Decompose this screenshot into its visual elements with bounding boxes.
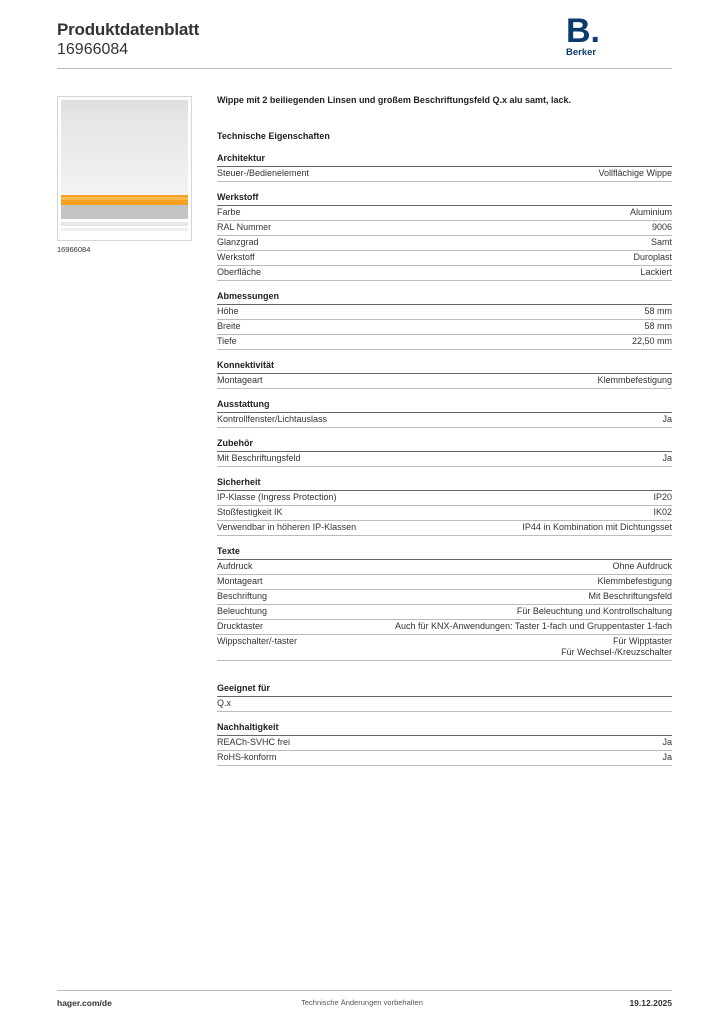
property-value-line: Für Beleuchtung und Kontrollschaltung xyxy=(516,606,672,616)
property-value-line-2: Für Wechsel-/Kreuzschalter xyxy=(561,647,672,657)
property-value xyxy=(517,606,672,617)
footer-website[interactable]: hager.com/de xyxy=(57,998,112,1008)
property-value-line: Für Wipptaster xyxy=(612,636,672,646)
property-label: Aufdruck xyxy=(217,561,253,571)
property-value xyxy=(653,507,672,518)
property-row xyxy=(217,605,672,620)
property-label: Höhe xyxy=(217,306,239,316)
property-label: Kontrollfenster/Lichtauslass xyxy=(217,414,328,424)
section-5 xyxy=(217,438,672,467)
property-value xyxy=(561,636,672,658)
property-value xyxy=(630,207,672,218)
berker-logo xyxy=(566,12,606,58)
property-value xyxy=(597,576,672,587)
property-value-line: IP20 xyxy=(653,492,672,502)
product-description: Wippe mit 2 beiliegenden Linsen und großem Beschriftungsfeld Q.x alu samt, lack. xyxy=(217,95,571,105)
rocker-switch-illustration xyxy=(58,97,191,240)
image-caption: 16966084 xyxy=(57,245,91,254)
property-label: Wippschalter/-taster xyxy=(217,636,298,646)
product-details xyxy=(217,95,672,766)
section-1 xyxy=(217,192,672,281)
property-value xyxy=(588,591,672,602)
property-label: Beleuchtung xyxy=(217,606,268,616)
property-row xyxy=(217,413,672,428)
property-value xyxy=(662,737,672,748)
property-value xyxy=(632,336,672,347)
property-value xyxy=(644,306,672,317)
property-label: Stoßfestigkeit IK xyxy=(217,507,283,517)
property-row xyxy=(217,620,672,635)
property-value-line: Ohne Aufdruck xyxy=(612,561,672,571)
property-label: Drucktaster xyxy=(217,621,264,631)
property-value-line: Ja xyxy=(662,453,672,463)
section-title: Geeignet für xyxy=(217,683,672,697)
property-row xyxy=(217,305,672,320)
property-label: Beschriftung xyxy=(217,591,268,601)
property-value xyxy=(598,168,672,179)
property-row xyxy=(217,266,672,281)
logo-brand: Berker xyxy=(566,47,597,58)
property-value-line: Klemmbefestigung xyxy=(597,375,672,385)
section-title: Ausstattung xyxy=(217,399,672,413)
section-title: Texte xyxy=(217,546,672,560)
footer-date: 19.12.2025 xyxy=(629,998,672,1008)
property-value-line: Ja xyxy=(662,752,672,762)
property-row xyxy=(217,736,672,751)
property-label: Montageart xyxy=(217,375,263,385)
property-value xyxy=(644,321,672,332)
property-label: IP-Klasse (Ingress Protection) xyxy=(217,492,337,502)
property-label: RoHS-konform xyxy=(217,752,277,762)
property-value-line: 58 mm xyxy=(644,321,672,331)
property-label: Mit Beschriftungsfeld xyxy=(217,453,301,463)
section-title: Sicherheit xyxy=(217,477,672,491)
property-value-line: Klemmbefestigung xyxy=(597,576,672,586)
footer-disclaimer: Technische Änderungen vorbehalten xyxy=(301,998,423,1007)
section-6 xyxy=(217,477,672,536)
property-label: Verwendbar in höheren IP-Klassen xyxy=(217,522,357,532)
section-7 xyxy=(217,546,672,661)
property-row xyxy=(217,236,672,251)
property-value xyxy=(597,375,672,386)
property-row xyxy=(217,320,672,335)
property-value-line: 58 mm xyxy=(644,306,672,316)
section-0 xyxy=(217,153,672,182)
property-row xyxy=(217,560,672,575)
property-value xyxy=(522,522,672,533)
technical-properties-heading: Technische Eigenschaften xyxy=(217,131,330,141)
section-title: Architektur xyxy=(217,153,672,167)
document-header xyxy=(57,20,199,59)
property-label: Breite xyxy=(217,321,241,331)
property-value xyxy=(633,252,672,263)
property-value-line: Duroplast xyxy=(633,252,672,262)
property-row xyxy=(217,251,672,266)
property-value xyxy=(662,453,672,464)
property-row xyxy=(217,335,672,350)
section-title: Zubehör xyxy=(217,438,672,452)
property-row xyxy=(217,590,672,605)
property-label: Q.x xyxy=(217,698,232,708)
property-value-line: Lackiert xyxy=(640,267,672,277)
property-row xyxy=(217,751,672,766)
header-divider xyxy=(57,68,672,69)
property-value-line: IP44 in Kombination mit Dichtungsset xyxy=(522,522,672,532)
property-row xyxy=(217,167,672,182)
property-value-line: Samt xyxy=(650,237,672,247)
property-row xyxy=(217,521,672,536)
document-title: Produktdatenblatt xyxy=(57,20,200,39)
section-8 xyxy=(217,683,672,712)
property-row xyxy=(217,506,672,521)
property-value-line: Auch für KNX-Anwendungen: Taster 1-fach und Gruppentaster 1-fach xyxy=(395,621,672,631)
property-row xyxy=(217,374,672,389)
property-value xyxy=(652,222,672,233)
property-value-line: Aluminium xyxy=(629,207,672,217)
property-label: Montageart xyxy=(217,576,263,586)
property-value-line: 22,50 mm xyxy=(631,336,672,346)
property-value-line: Ja xyxy=(662,414,672,424)
property-sections xyxy=(217,153,672,766)
section-9 xyxy=(217,722,672,766)
property-value-line: IK02 xyxy=(653,507,672,517)
property-label: Glanzgrad xyxy=(217,237,259,247)
property-label: Oberfläche xyxy=(217,267,262,277)
property-value-line: Mit Beschriftungsfeld xyxy=(588,591,672,601)
section-title: Abmessungen xyxy=(217,291,672,305)
section-title: Nachhaltigkeit xyxy=(217,722,672,736)
property-value-line: 9006 xyxy=(651,222,672,232)
property-row xyxy=(217,491,672,506)
section-title: Konnektivität xyxy=(217,360,672,374)
property-value xyxy=(640,267,672,278)
property-label: RAL Nummer xyxy=(217,222,272,232)
property-row xyxy=(217,206,672,221)
footer-divider xyxy=(57,990,672,991)
property-row xyxy=(217,635,672,661)
property-value xyxy=(651,237,672,248)
property-value-line: Vollflächige Wippe xyxy=(598,168,672,178)
property-value xyxy=(662,752,672,763)
property-row xyxy=(217,221,672,236)
property-value xyxy=(395,621,672,632)
section-4 xyxy=(217,399,672,428)
property-row xyxy=(217,452,672,467)
property-value xyxy=(612,561,672,572)
product-image xyxy=(57,96,192,241)
property-value xyxy=(653,492,672,503)
section-3 xyxy=(217,360,672,389)
property-row xyxy=(217,697,672,712)
property-value-line: Ja xyxy=(662,737,672,747)
property-label: Farbe xyxy=(217,207,241,217)
property-row xyxy=(217,575,672,590)
property-label: Steuer-/Bedienelement xyxy=(217,168,310,178)
property-label: REACh-SVHC frei xyxy=(217,737,291,747)
section-2 xyxy=(217,291,672,350)
property-label: Tiefe xyxy=(217,336,237,346)
logo-mark: B. xyxy=(566,12,600,50)
document-number: 16966084 xyxy=(57,41,129,58)
property-value xyxy=(662,414,672,425)
property-label: Werkstoff xyxy=(217,252,255,262)
section-title: Werkstoff xyxy=(217,192,672,206)
